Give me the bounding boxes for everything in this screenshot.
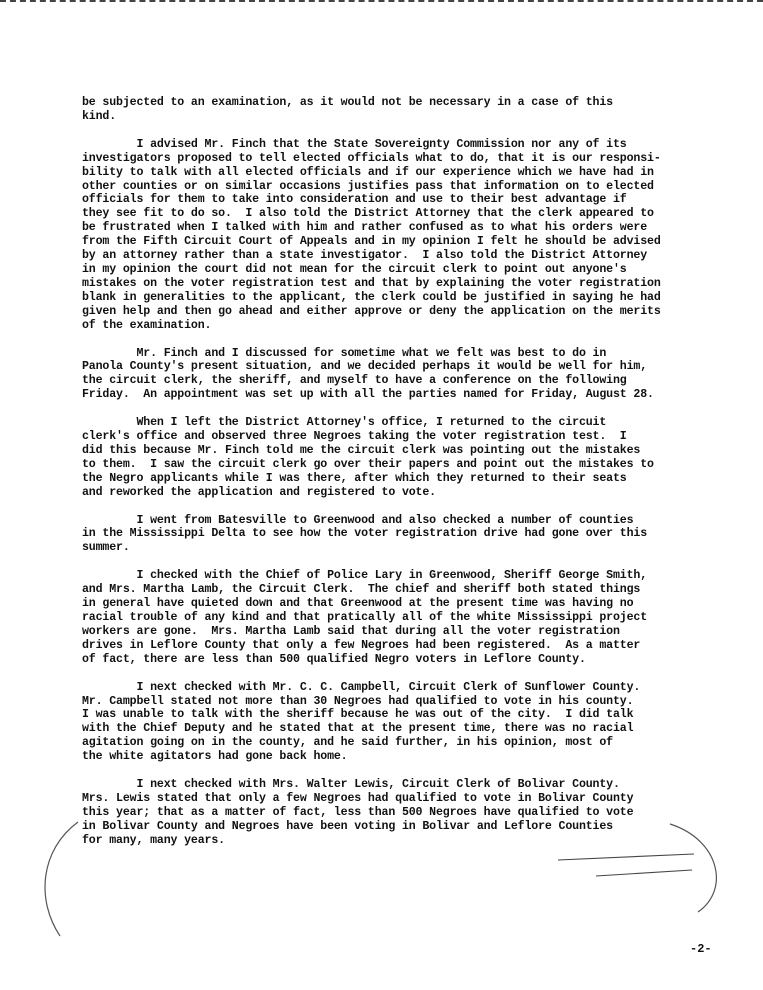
paragraph-gap	[82, 764, 722, 778]
paragraph	[82, 96, 722, 124]
text-line: in Bolivar County and Negroes have been voting in Bolivar and Leflore Counties	[82, 819, 613, 833]
text-line: in general have quieted down and that Greenwood at the present time was having no	[82, 597, 634, 611]
text-line: bility to talk with all elected officials and if our experience which we have had in	[82, 165, 654, 179]
text-line: the Negro applicants while I was there, after which they returned to their seats	[82, 471, 627, 485]
text-line: I advised Mr. Finch that the State Sovereignty Commission nor any of its	[82, 137, 627, 151]
text-line: When I left the District Attorney's office, I returned to the circuit	[82, 416, 607, 430]
text-line: agitation going on in the county, and he said further, in his opinion, most of	[82, 736, 613, 750]
text-line: Mrs. Lewis stated that only a few Negroes had qualified to vote in Bolivar County	[82, 791, 634, 805]
text-line: of fact, there are less than 500 qualified Negro voters in Leflore County.	[82, 652, 586, 666]
text-line: I next checked with Mr. C. C. Campbell, Circuit Clerk of Sunflower County.	[82, 680, 641, 694]
paragraph-gap	[82, 333, 722, 347]
text-line: Panola County's present situation, and we decided perhaps it would be well for him,	[82, 360, 648, 374]
text-line: workers are gone. Mrs. Martha Lamb said that during all the voter registration	[82, 624, 620, 638]
text-line: I next checked with Mrs. Walter Lewis, Circuit Clerk of Bolivar County.	[82, 778, 620, 792]
text-line: mistakes on the voter registration test and that by explaining the voter registration	[82, 276, 661, 290]
paragraph	[82, 778, 722, 848]
text-line: did this because Mr. Finch told me the circuit clerk was pointing out the mistakes	[82, 443, 641, 457]
text-line: I checked with the Chief of Police Lary in Greenwood, Sheriff George Smith,	[82, 569, 648, 583]
text-line: blank in generalities to the applicant, the clerk could be justified in saying he had	[82, 290, 661, 304]
text-line: with the Chief Deputy and he stated that at the present time, there was no racial	[82, 722, 634, 736]
paragraph	[82, 416, 722, 499]
text-line: in the Mississippi Delta to see how the voter registration drive had gone over this	[82, 527, 648, 541]
text-line: I went from Batesville to Greenwood and also checked a number of counties	[82, 513, 634, 527]
page-number: -2-	[690, 942, 712, 956]
text-line: the white agitators had gone back home.	[82, 750, 348, 764]
text-line: Mr. Finch and I discussed for sometime what we felt was best to do in	[82, 346, 607, 360]
text-line: to them. I saw the circuit clerk go over their papers and point out the mistakes to	[82, 457, 654, 471]
text-line: this year; that as a matter of fact, less than 500 Negroes have qualified to vote	[82, 805, 634, 819]
text-line: clerk's office and observed three Negroes taking the voter registration test. I	[82, 430, 627, 444]
text-line: other counties or on similar occasions justifies pass that information on to elected	[82, 179, 654, 193]
paragraph	[82, 138, 722, 333]
text-line: be subjected to an examination, as it would not be necessary in a case of this	[82, 96, 613, 109]
text-line: I was unable to talk with the sheriff because he was out of the city. I did talk	[82, 708, 634, 722]
paragraph-gap	[82, 667, 722, 681]
text-line: in my opinion the court did not mean for the circuit clerk to point out anyone's	[82, 262, 627, 276]
page-top-edge	[0, 0, 763, 6]
text-line: Friday. An appointment was set up with all the parties named for Friday, August 28.	[82, 388, 654, 402]
text-line: officials for them to take into consideration and use to their best advantage if	[82, 193, 627, 207]
text-line: from the Fifth Circuit Court of Appeals and in my opinion I felt he should be advised	[82, 235, 661, 249]
text-line: and Mrs. Martha Lamb, the Circuit Clerk. The chief and sheriff both stated things	[82, 583, 641, 597]
text-line: investigators proposed to tell elected officials what to do, that it is our responsi-	[82, 151, 661, 165]
text-line: Mr. Campbell stated not more than 30 Negroes had qualified to vote in his county.	[82, 694, 634, 708]
text-line: they see fit to do so. I also told the District Attorney that the clerk appeared to	[82, 207, 654, 221]
paragraph	[82, 681, 722, 764]
text-line: given help and then go ahead and either approve or deny the application on the merits	[82, 304, 661, 318]
document-body	[82, 96, 722, 848]
paragraph-gap	[82, 402, 722, 416]
text-line: the circuit clerk, the sheriff, and myself to have a conference on the following	[82, 374, 627, 388]
text-line: drives in Leflore County that only a few Negroes had been registered. As a matter	[82, 638, 641, 652]
paragraph	[82, 514, 722, 556]
text-line: kind.	[82, 109, 117, 123]
paragraph-gap	[82, 500, 722, 514]
paragraph-gap	[82, 124, 722, 138]
text-line: of the examination.	[82, 318, 212, 332]
text-line: for many, many years.	[82, 833, 225, 847]
text-line: by an attorney rather than a state investigator. I also told the District Attorney	[82, 249, 648, 263]
text-line: summer.	[82, 541, 130, 555]
text-line: racial trouble of any kind and that pratically all of the white Mississippi project	[82, 611, 648, 624]
paragraph-gap	[82, 555, 722, 569]
paragraph	[82, 569, 722, 666]
paragraph	[82, 347, 722, 403]
text-line: be frustrated when I talked with him and rather confused as to what his orders were	[82, 221, 648, 235]
text-line: and reworked the application and registered to vote.	[82, 485, 436, 499]
